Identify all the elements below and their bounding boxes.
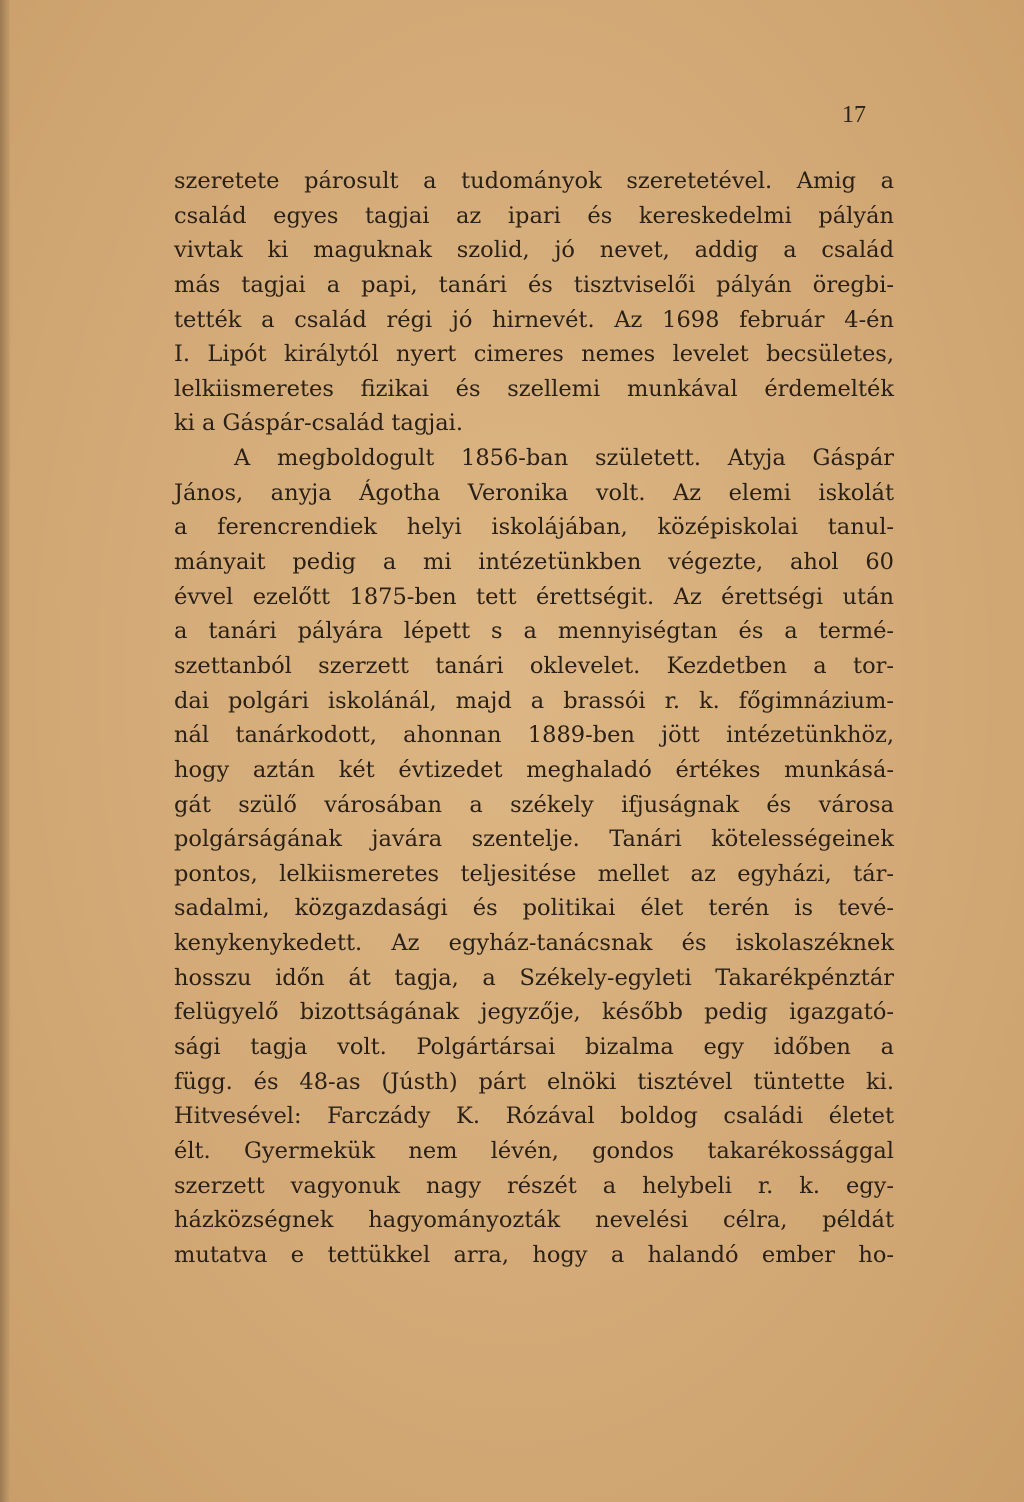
text-line: sadalmi, közgazdasági és politikai élet terén is tevé- xyxy=(174,895,894,922)
text-line: ki a Gáspár-család tagjai. xyxy=(174,410,463,437)
text-line: a tanári pályára lépett s a mennyiségtan és a termé- xyxy=(174,618,894,645)
text-line: János, anyja Ágotha Veronika volt. Az elemi iskolát xyxy=(174,479,894,506)
text-line: dai polgári iskolánál, majd a brassói r. k. főgimnázium- xyxy=(174,687,894,714)
body-text xyxy=(174,164,894,1273)
text-line: gát szülő városában a székely ifjuságnak és városa xyxy=(174,791,894,818)
page-number: 17 xyxy=(842,102,866,128)
text-line: kenykenykedett. Az egyház-tanácsnak és iskolaszéknek xyxy=(174,930,894,957)
text-line: lelkiismeretes fizikai és szellemi munkával érdemelték xyxy=(174,375,894,402)
text-line: évvel ezelőtt 1875-ben tett érettségit. Az érettségi után xyxy=(174,583,894,610)
page-edge xyxy=(0,0,10,1502)
text-line: más tagjai a papi, tanári és tisztviselői pályán öregbi- xyxy=(174,271,894,298)
text-line: polgárságának javára szentelje. Tanári kötelességeinek xyxy=(174,826,894,853)
text-line: szeretete párosult a tudományok szeretetével. Amig a xyxy=(174,168,894,194)
text-line: tették a család régi jó hirnevét. Az 1698 február 4-én xyxy=(174,306,894,333)
text-line: vivtak ki maguknak szolid, jó nevet, addig a család xyxy=(174,237,894,264)
text-line: szettanból szerzett tanári oklevelet. Kezdetben a tor- xyxy=(174,652,894,679)
text-line: I. Lipót királytól nyert cimeres nemes levelet becsületes, xyxy=(174,341,894,368)
text-line: függ. és 48-as (Jústh) párt elnöki tisztével tüntette ki. xyxy=(174,1068,894,1095)
text-line: Hitvesével: Farczády K. Rózával boldog családi életet xyxy=(174,1103,894,1130)
text-line: család egyes tagjai az ipari és kereskedelmi pályán xyxy=(174,202,894,229)
text-line: hosszu időn át tagja, a Székely-egyleti Takarékpénztár xyxy=(174,964,894,991)
text-line: hogy aztán két évtizedet meghaladó értékes munkásá- xyxy=(174,756,894,783)
text-line: házközségnek hagyományozták nevelési célra, példát xyxy=(174,1207,894,1234)
text-line: sági tagja volt. Polgártársai bizalma egy időben a xyxy=(174,1034,894,1061)
text-line: mányait pedig a mi intézetünkben végezte, ahol 60 xyxy=(174,549,894,576)
text-line: élt. Gyermekük nem lévén, gondos takarékossággal xyxy=(174,1137,894,1164)
text-line: a ferencrendiek helyi iskolájában, középiskolai tanul- xyxy=(174,514,894,541)
text-line: A megboldogult 1856-ban született. Atyja Gáspár xyxy=(234,445,894,472)
text-line: felügyelő bizottságának jegyzője, később pedig igazgató- xyxy=(174,999,894,1026)
text-line: szerzett vagyonuk nagy részét a helybeli r. k. egy- xyxy=(174,1172,894,1199)
text-line: nál tanárkodott, ahonnan 1889-ben jött intézetünkhöz, xyxy=(174,722,894,749)
text-line: mutatva e tettükkel arra, hogy a halandó ember ho- xyxy=(174,1241,894,1268)
text-line: pontos, lelkiismeretes teljesitése mellet az egyházi, tár- xyxy=(174,860,894,887)
